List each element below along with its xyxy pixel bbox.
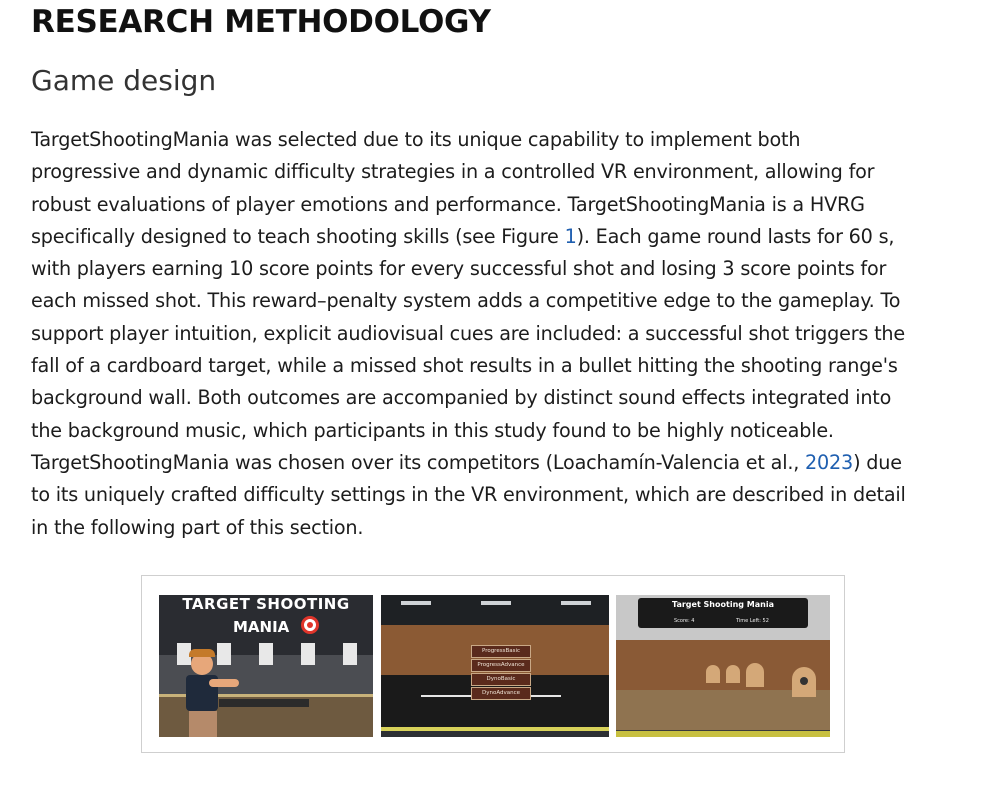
figure-link[interactable]: 1: [564, 224, 577, 248]
paragraph-line: robust evaluations of player emotions and performance. TargetShootingMania is a HVRG: [31, 192, 865, 216]
section-heading: RESEARCH METHODOLOGY: [31, 4, 491, 40]
paragraph-line: with players earning 10 score points for every successful shot and losing 3 score points for: [31, 257, 887, 281]
citation-link[interactable]: 2023: [805, 450, 854, 474]
menu-item: DynoAdvance: [471, 687, 531, 700]
menu-item: ProgressAdvance: [471, 659, 531, 672]
menu-item: DynoBasic: [471, 673, 531, 686]
gameplay-screenshot: [616, 595, 830, 737]
figure-1: [141, 575, 845, 753]
hud-score: Score: 4: [674, 618, 695, 624]
body-paragraph: [31, 124, 971, 544]
paragraph-line: support player intuition, explicit audiovisual cues are included: a successful shot triggers the: [31, 321, 905, 345]
target-icon: [301, 616, 319, 634]
paragraph-line: the background music, which participants in this study found to be highly noticeable.: [31, 418, 834, 442]
paragraph-line: background wall. Both outcomes are accompanied by distinct sound effects integrated into: [31, 386, 892, 410]
hud-time: Time Left: 52: [736, 618, 769, 624]
paragraph-line: [31, 221, 971, 253]
paragraph-text: TargetShootingMania was chosen over its competitors (Loachamín-Valencia et al.,: [31, 450, 806, 474]
game-title-text: TARGET SHOOTING: [182, 595, 350, 613]
subsection-heading: Game design: [31, 64, 217, 97]
paragraph-line: fall of a cardboard target, while a missed shot results in a bullet hitting the shooting range's: [31, 354, 898, 378]
paragraph-line: progressive and dynamic difficulty strategies in a controlled VR environment, allowing for: [31, 160, 875, 184]
hud-title: Target Shooting Mania: [672, 600, 774, 609]
paragraph-text: specifically designed to teach shooting skills (see Figure: [31, 224, 565, 248]
paragraph-line: each missed shot. This reward–penalty system adds a competitive edge to the gameplay. To: [31, 289, 901, 313]
game-title-text-2: MANIA: [233, 618, 290, 636]
paragraph-line: [31, 447, 971, 479]
paragraph-text: ). Each game round lasts for 60 s,: [576, 224, 895, 248]
paragraph-line: TargetShootingMania was selected due to its unique capability to implement both: [31, 128, 801, 151]
paragraph-line: in the following part of this section.: [31, 515, 364, 539]
paragraph-line: to its uniquely crafted difficulty settings in the VR environment, which are described in detail: [31, 483, 906, 507]
menu-item: ProgressBasic: [471, 645, 531, 658]
game-menu-screenshot: [381, 595, 609, 737]
paragraph-text: ) due: [853, 450, 902, 474]
game-title-screenshot: [159, 595, 373, 737]
